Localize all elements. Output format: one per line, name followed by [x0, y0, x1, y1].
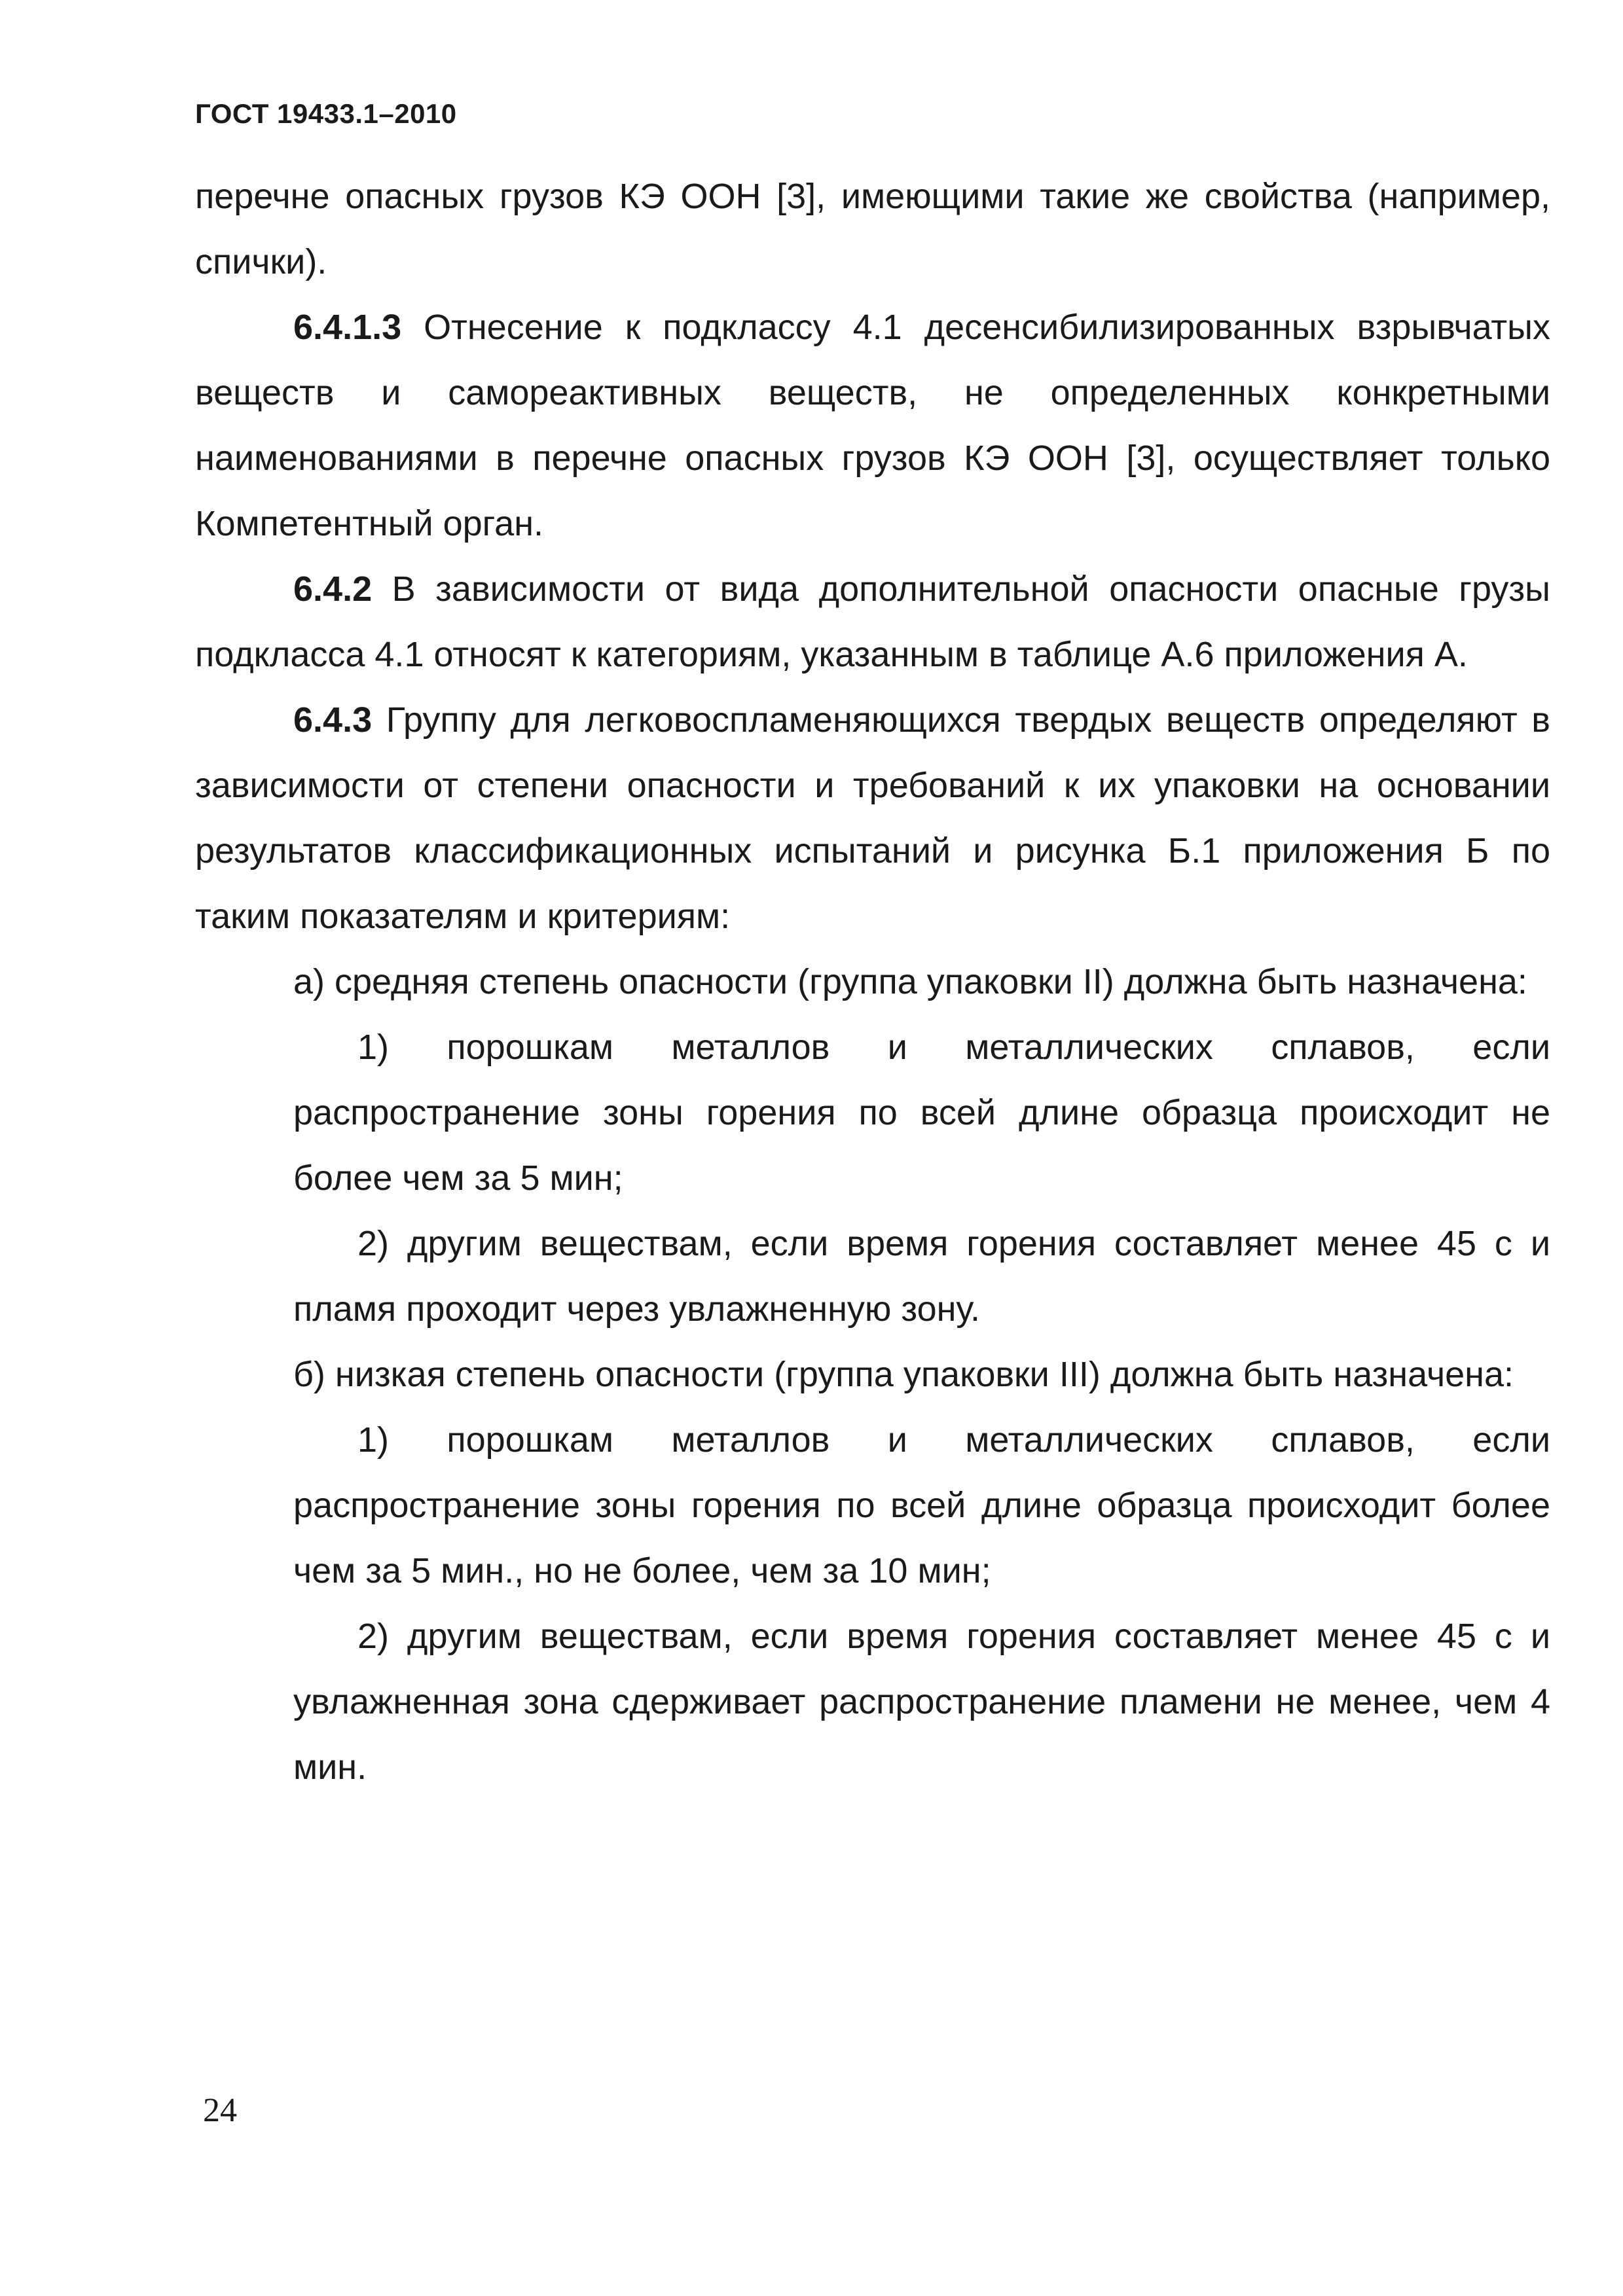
clause-text: В зависимости от вида дополнительной опасности опасные грузы подкласса 4.1 относят к категориям, указанным в таблице А.6 приложения А.	[195, 569, 1550, 674]
paragraph-6-4-1-3	[195, 295, 1550, 556]
document-header: ГОСТ 19433.1–2010	[195, 98, 457, 129]
clause-text: Группу для легковоспламеняющихся твердых веществ определяют в зависимости от степени опасности и требований к их упаковки на основании результатов классификационных испытаний и рисунка Б.1 приложения Б по таким показателям и критериям:	[195, 700, 1550, 936]
document-body	[195, 164, 1550, 1800]
list-item-a-2: 2) другим веществам, если время горения составляет менее 45 с и пламя проходит через увлажненную зону.	[293, 1224, 1550, 1329]
paragraph-6-4-2	[195, 556, 1550, 687]
clause-number: 6.4.3	[293, 700, 373, 740]
list-item-b-2: 2) другим веществам, если время горения составляет менее 45 с и увлажненная зона сдерживает распространение пламени не менее, чем 4 мин.	[293, 1617, 1550, 1787]
clause-number: 6.4.2	[293, 569, 373, 609]
clause-text: Отнесение к подклассу 4.1 десенсибилизированных взрывчатых веществ и самореактивных веществ, не определенных конкретными наименованиями в перечне опасных грузов КЭ ООН [3], осуществляет только Компетентный орган.	[195, 308, 1550, 543]
page-number: 24	[203, 2092, 237, 2129]
list-item-a: а) средняя степень опасности (группа упаковки II) должна быть назначена:	[293, 962, 1527, 1001]
list-item-a-1: 1) порошкам металлов и металлических сплавов, если распространение зоны горения по всей длине образца происходит не более чем за 5 мин;	[293, 1028, 1550, 1198]
clause-number: 6.4.1.3	[293, 308, 402, 347]
paragraph-6-4-3	[195, 687, 1550, 949]
list-item-b: б) низкая степень опасности (группа упаковки III) должна быть назначена:	[293, 1355, 1514, 1394]
list-item-b-1: 1) порошкам металлов и металлических сплавов, если распространение зоны горения по всей длине образца происходит более чем за 5 мин., но не более, чем за 10 мин;	[293, 1420, 1550, 1590]
paragraph-continuation: перечне опасных грузов КЭ ООН [3], имеющими такие же свойства (например, спички).	[195, 177, 1550, 281]
